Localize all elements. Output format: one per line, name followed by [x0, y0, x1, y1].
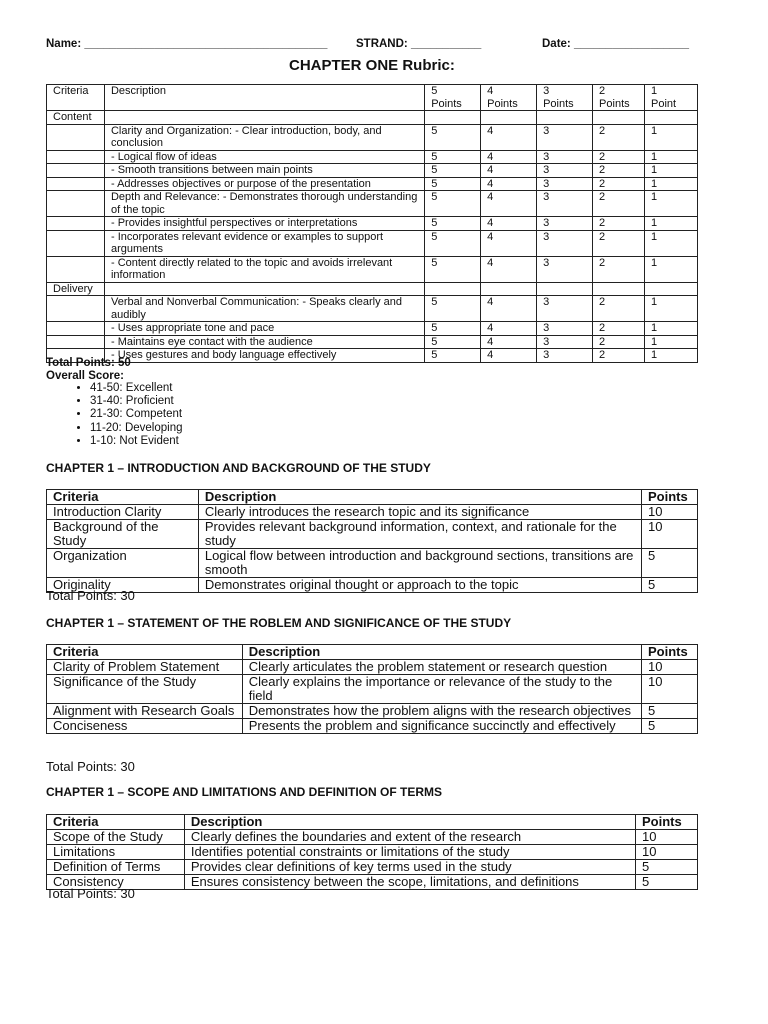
table-row — [47, 860, 698, 875]
points-cell: 10 — [642, 660, 698, 675]
description-cell: - Incorporates relevant evidence or examples to support arguments — [104, 230, 424, 256]
scope-rubric-table — [46, 814, 698, 890]
criteria-cell — [47, 124, 105, 150]
score-cell — [593, 282, 645, 296]
score-cell: 4 — [481, 296, 537, 322]
points-cell: 5 — [642, 549, 698, 578]
criteria-cell — [47, 217, 105, 231]
header-cell: Criteria — [47, 85, 105, 111]
score-cell: 3 — [537, 230, 593, 256]
score-cell: 5 — [425, 322, 481, 336]
criteria-cell: Alignment with Research Goals — [47, 704, 243, 719]
table-row — [47, 124, 698, 150]
score-cell: 5 — [425, 164, 481, 178]
table-row — [47, 296, 698, 322]
table-row — [47, 660, 698, 675]
score-cell: 3 — [537, 256, 593, 282]
header-cell: Description — [104, 85, 424, 111]
score-cell: 2 — [593, 256, 645, 282]
description-cell: - Logical flow of ideas — [104, 150, 424, 164]
description-cell: Depth and Relevance: - Demonstrates thorough understanding of the topic — [104, 191, 424, 217]
score-cell: 1 — [645, 335, 698, 349]
header-cell: 2 Points — [593, 85, 645, 111]
score-cell: 2 — [593, 164, 645, 178]
description-cell: - Uses gestures and body language effectively — [104, 349, 424, 363]
table-row — [47, 256, 698, 282]
criteria-cell — [47, 256, 105, 282]
score-cell: 5 — [425, 230, 481, 256]
score-cell: 1 — [645, 217, 698, 231]
score-cell: 5 — [425, 177, 481, 191]
description-cell: Clearly defines the boundaries and extent of the research — [184, 830, 635, 845]
criteria-cell: Consistency — [47, 875, 185, 890]
criteria-cell: Originality — [47, 578, 199, 593]
points-cell: 10 — [642, 675, 698, 704]
score-cell: 2 — [593, 322, 645, 336]
table-row — [47, 830, 698, 845]
points-cell: 5 — [636, 860, 698, 875]
score-cell: 1 — [645, 164, 698, 178]
description-cell: Clarity and Organization: - Clear introduction, body, and conclusion — [104, 124, 424, 150]
score-cell: 3 — [537, 217, 593, 231]
criteria-cell: Content — [47, 111, 105, 125]
score-cell: 1 — [645, 230, 698, 256]
score-cell: 4 — [481, 230, 537, 256]
total-points-main: Total Points: 50 — [46, 357, 131, 369]
score-cell: 3 — [537, 296, 593, 322]
score-cell: 1 — [645, 191, 698, 217]
total-points-scope: Total Points: 30 — [46, 886, 135, 901]
points-cell: 10 — [642, 505, 698, 520]
score-cell: 1 — [645, 322, 698, 336]
table-row — [47, 719, 698, 734]
header-cell: Criteria — [47, 645, 243, 660]
score-cell: 1 — [645, 150, 698, 164]
header-cell: 4 Points — [481, 85, 537, 111]
table-row — [47, 875, 698, 890]
table-row — [47, 164, 698, 178]
list-item: • 21-30: Competent — [90, 408, 183, 421]
list-item: • 31-40: Proficient — [90, 395, 183, 408]
table-row — [47, 704, 698, 719]
header-cell: Description — [184, 815, 635, 830]
name-field: Name: ______________________________________ — [46, 38, 328, 50]
description-cell: Presents the problem and significance succinctly and effectively — [242, 719, 641, 734]
criteria-cell — [47, 150, 105, 164]
points-cell: 10 — [636, 830, 698, 845]
table-header-row — [47, 490, 698, 505]
criteria-cell: Organization — [47, 549, 199, 578]
score-cell: 5 — [425, 150, 481, 164]
points-cell: 5 — [636, 875, 698, 890]
table-row — [47, 322, 698, 336]
criteria-cell: Background of the Study — [47, 520, 199, 549]
section-heading-scope: CHAPTER 1 – SCOPE AND LIMITATIONS AND DEFINITION OF TERMS — [46, 785, 443, 799]
header-cell: Criteria — [47, 815, 185, 830]
list-item: • 11-20: Developing — [90, 422, 183, 435]
score-cell: 4 — [481, 124, 537, 150]
criteria-cell — [47, 296, 105, 322]
header-cell: Criteria — [47, 490, 199, 505]
score-cell — [593, 111, 645, 125]
section-heading-problem: CHAPTER 1 – STATEMENT OF THE ROBLEM AND SIGNIFICANCE OF THE STUDY — [46, 616, 512, 630]
table-row — [47, 520, 698, 549]
criteria-cell — [47, 164, 105, 178]
table-header-row — [47, 645, 698, 660]
score-cell: 2 — [593, 335, 645, 349]
intro-rubric-table — [46, 489, 698, 593]
description-cell — [104, 111, 424, 125]
criteria-cell: Delivery — [47, 282, 105, 296]
table-row — [47, 191, 698, 217]
header-cell: Points — [636, 815, 698, 830]
score-cell: 4 — [481, 349, 537, 363]
description-cell: Demonstrates how the problem aligns with the research objectives — [242, 704, 641, 719]
score-cell: 1 — [645, 296, 698, 322]
table-row — [47, 505, 698, 520]
score-cell: 3 — [537, 124, 593, 150]
score-cell: 4 — [481, 217, 537, 231]
score-cell: 4 — [481, 150, 537, 164]
score-cell: 2 — [593, 150, 645, 164]
table-row — [47, 230, 698, 256]
points-cell: 5 — [642, 704, 698, 719]
score-cell — [537, 282, 593, 296]
score-cell: 1 — [645, 124, 698, 150]
score-cell: 4 — [481, 177, 537, 191]
overall-score-label: Overall Score: — [46, 370, 124, 382]
list-item: • 41-50: Excellent — [90, 382, 183, 395]
table-row — [47, 349, 698, 363]
score-cell — [537, 111, 593, 125]
description-cell: Demonstrates original thought or approach to the topic — [198, 578, 641, 593]
criteria-cell — [47, 322, 105, 336]
score-cell: 4 — [481, 256, 537, 282]
score-cell: 5 — [425, 256, 481, 282]
header-cell: 1 Point — [645, 85, 698, 111]
score-cell: 2 — [593, 191, 645, 217]
score-cell: 3 — [537, 322, 593, 336]
table-row — [47, 150, 698, 164]
criteria-cell: Definition of Terms — [47, 860, 185, 875]
score-cell: 2 — [593, 230, 645, 256]
description-cell: Provides clear definitions of key terms used in the study — [184, 860, 635, 875]
criteria-cell: Clarity of Problem Statement — [47, 660, 243, 675]
table-row — [47, 177, 698, 191]
description-cell: Provides relevant background information, context, and rationale for the study — [198, 520, 641, 549]
table-row — [47, 217, 698, 231]
points-cell: 10 — [636, 845, 698, 860]
score-cell: 3 — [537, 349, 593, 363]
score-range-list — [70, 382, 183, 448]
score-cell: 5 — [425, 124, 481, 150]
table-row — [47, 282, 698, 296]
list-item: • 1-10: Not Evident — [90, 435, 183, 448]
description-cell: Verbal and Nonverbal Communication: - Speaks clearly and audibly — [104, 296, 424, 322]
description-cell: - Smooth transitions between main points — [104, 164, 424, 178]
score-cell: 1 — [645, 177, 698, 191]
table-row — [47, 578, 698, 593]
score-cell: 1 — [645, 349, 698, 363]
score-cell: 3 — [537, 164, 593, 178]
description-cell: Clearly articulates the problem statement or research question — [242, 660, 641, 675]
score-cell: 5 — [425, 191, 481, 217]
problem-rubric-table — [46, 644, 698, 734]
description-cell: Ensures consistency between the scope, limitations, and definitions — [184, 875, 635, 890]
score-cell: 3 — [537, 191, 593, 217]
criteria-cell: Conciseness — [47, 719, 243, 734]
score-cell — [425, 282, 481, 296]
header-cell: Description — [198, 490, 641, 505]
score-cell: 3 — [537, 150, 593, 164]
description-cell: - Maintains eye contact with the audience — [104, 335, 424, 349]
score-cell — [481, 111, 537, 125]
description-cell: - Provides insightful perspectives or interpretations — [104, 217, 424, 231]
date-field: Date: __________________ — [542, 38, 690, 50]
score-cell: 4 — [481, 322, 537, 336]
points-cell: 10 — [642, 520, 698, 549]
total-points-intro: Total Points: 30 — [46, 588, 135, 603]
criteria-cell — [47, 230, 105, 256]
score-cell: 5 — [425, 335, 481, 349]
table-header-row — [47, 85, 698, 111]
score-cell: 3 — [537, 335, 593, 349]
table-row — [47, 111, 698, 125]
description-cell: - Content directly related to the topic and avoids irrelevant information — [104, 256, 424, 282]
score-cell — [425, 111, 481, 125]
page-title: CHAPTER ONE Rubric: — [289, 57, 455, 74]
header-cell: Description — [242, 645, 641, 660]
description-cell — [104, 282, 424, 296]
description-cell: Logical flow between introduction and background sections, transitions are smooth — [198, 549, 641, 578]
score-cell — [645, 282, 698, 296]
description-cell: Identifies potential constraints or limitations of the study — [184, 845, 635, 860]
header-cell: 3 Points — [537, 85, 593, 111]
score-cell: 1 — [645, 256, 698, 282]
table-row — [47, 675, 698, 704]
table-header-row — [47, 815, 698, 830]
strand-field: STRAND: ___________ — [356, 38, 482, 50]
criteria-cell: Significance of the Study — [47, 675, 243, 704]
points-cell: 5 — [642, 719, 698, 734]
section-heading-intro: CHAPTER 1 – INTRODUCTION AND BACKGROUND OF THE STUDY — [46, 461, 431, 475]
criteria-cell: Scope of the Study — [47, 830, 185, 845]
score-cell: 4 — [481, 164, 537, 178]
table-row — [47, 335, 698, 349]
description-cell: - Uses appropriate tone and pace — [104, 322, 424, 336]
score-cell: 2 — [593, 349, 645, 363]
description-cell: Clearly explains the importance or relevance of the study to the field — [242, 675, 641, 704]
score-cell: 5 — [425, 296, 481, 322]
score-cell — [645, 111, 698, 125]
score-cell: 4 — [481, 335, 537, 349]
score-cell: 2 — [593, 177, 645, 191]
criteria-cell — [47, 191, 105, 217]
criteria-cell: Introduction Clarity — [47, 505, 199, 520]
score-cell: 5 — [425, 349, 481, 363]
criteria-cell: Limitations — [47, 845, 185, 860]
score-cell — [481, 282, 537, 296]
total-points-problem: Total Points: 30 — [46, 759, 135, 774]
header-cell: Points — [642, 645, 698, 660]
table-row — [47, 549, 698, 578]
score-cell: 2 — [593, 124, 645, 150]
header-cell: 5 Points — [425, 85, 481, 111]
points-cell: 5 — [642, 578, 698, 593]
chapter-one-rubric-table — [46, 84, 698, 363]
score-cell: 4 — [481, 191, 537, 217]
score-cell: 5 — [425, 217, 481, 231]
score-cell: 2 — [593, 296, 645, 322]
header-cell: Points — [642, 490, 698, 505]
description-cell: - Addresses objectives or purpose of the presentation — [104, 177, 424, 191]
score-cell: 2 — [593, 217, 645, 231]
criteria-cell — [47, 177, 105, 191]
description-cell: Clearly introduces the research topic and its significance — [198, 505, 641, 520]
criteria-cell — [47, 335, 105, 349]
table-row — [47, 845, 698, 860]
score-cell: 3 — [537, 177, 593, 191]
